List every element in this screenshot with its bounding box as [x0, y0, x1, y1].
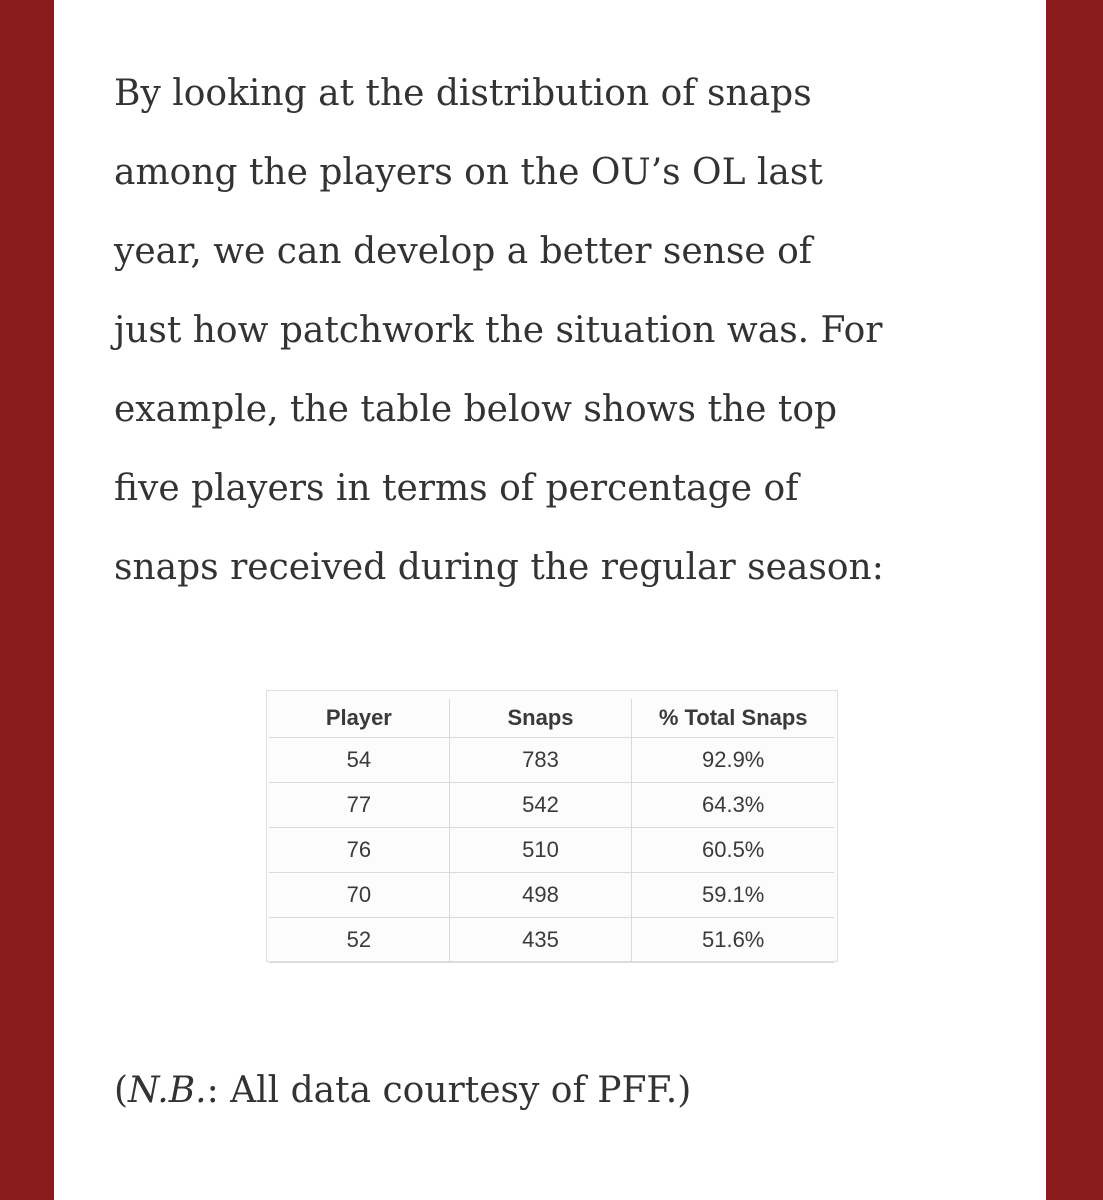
cell-pct: 59.1% — [632, 873, 834, 918]
footnote-nb: N.B. — [128, 1070, 207, 1111]
cell-snaps: 542 — [449, 783, 632, 828]
cell-pct: 51.6% — [632, 918, 834, 963]
table-row — [269, 738, 834, 783]
table-row — [269, 828, 834, 873]
snaps-table — [269, 699, 834, 963]
cell-player: 77 — [269, 783, 449, 828]
table-row — [269, 918, 834, 963]
left-border-panel — [0, 0, 54, 1200]
table-row — [269, 783, 834, 828]
article-paragraph — [114, 54, 1014, 607]
cell-player: 76 — [269, 828, 449, 873]
table-row — [269, 873, 834, 918]
paragraph-line: snaps received during the regular season: — [114, 547, 884, 588]
footnote-text: : All data courtesy of PFF.) — [206, 1070, 692, 1111]
cell-player: 54 — [269, 738, 449, 783]
cell-pct: 64.3% — [632, 783, 834, 828]
cell-snaps: 510 — [449, 828, 632, 873]
cell-player: 52 — [269, 918, 449, 963]
snaps-table-image — [266, 690, 838, 962]
header-snaps: Snaps — [449, 699, 632, 738]
paragraph-line: five players in terms of percentage of — [114, 468, 799, 509]
cell-player: 70 — [269, 873, 449, 918]
paragraph-line: just how patchwork the situation was. For — [114, 310, 883, 351]
cell-snaps: 783 — [449, 738, 632, 783]
paragraph-line: example, the table below shows the top — [114, 389, 838, 430]
cell-pct: 60.5% — [632, 828, 834, 873]
header-total-snaps-pct: % Total Snaps — [632, 699, 834, 738]
cell-pct: 92.9% — [632, 738, 834, 783]
article-card — [54, 0, 1046, 1200]
header-player: Player — [269, 699, 449, 738]
cell-snaps: 498 — [449, 873, 632, 918]
footnote-open-paren: ( — [114, 1070, 129, 1111]
table-header-row — [269, 699, 834, 738]
paragraph-line: among the players on the OU’s OL last — [114, 152, 823, 193]
paragraph-line: By looking at the distribution of snaps — [114, 73, 812, 114]
right-border-panel — [1046, 0, 1103, 1200]
footnote — [114, 1070, 691, 1111]
paragraph-line: year, we can develop a better sense of — [114, 231, 813, 272]
cell-snaps: 435 — [449, 918, 632, 963]
